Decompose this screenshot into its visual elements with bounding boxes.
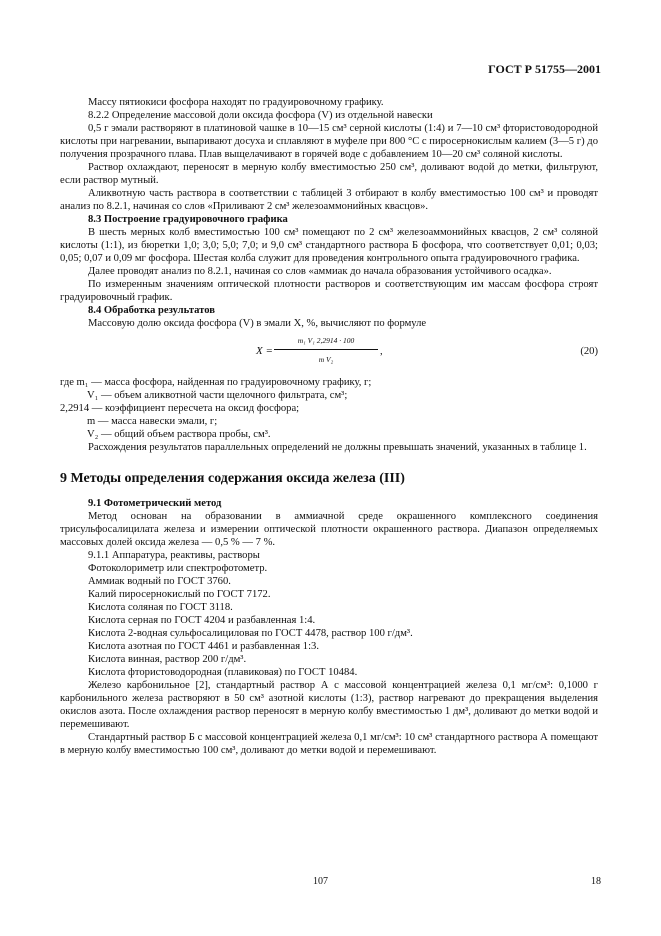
paragraph: 8.2.2 Определение массовой доли оксида фосфора (V) из отдельной навески: [88, 110, 433, 121]
formula-numerator: m₁ V₁ 2,2914 · 100: [274, 334, 378, 350]
paragraph: Массу пятиокиси фосфора находят по градуировочному графику.: [88, 97, 384, 108]
paragraph: Железо карбонильное [2], стандартный раствор А с массовой концентрацией железа 0,1 мг/см³: 0,1000 г карбонильного железа растворяют в 50 см³ азотной кислоты (1:3), раствор нагревают до прекращения выделения окислов азота. После охлаждения раствор переносят в мерную колбу вместимостью 1 дм³, доливают до метки водой и перемешивают.: [60, 680, 598, 730]
subsection-heading-8-3: 8.3 Построение градуировочного графика: [88, 214, 288, 225]
paragraph: Стандартный раствор Б с массовой концентрацией железа 0,1 мг/см³: 10 см³ стандартного раствора А помещают в мерную колбу вместимостью 100 см³, доливают до метки водой и перемешивают.: [60, 732, 598, 756]
list-item: Кислота серная по ГОСТ 4204 и разбавленная 1:4.: [88, 615, 316, 626]
legend-line: V₂ — общий объем раствора пробы, см³.: [87, 429, 271, 440]
page-number-right: 18: [591, 876, 601, 887]
document-header: ГОСТ Р 51755—2001: [488, 62, 601, 76]
list-item: Калий пиросернокислый по ГОСТ 7172.: [88, 589, 271, 600]
formula-fraction: [274, 334, 378, 366]
list-item: Фотоколориметр или спектрофотометр.: [88, 563, 268, 574]
list-item: Кислота фтористоводородная (плавиковая) по ГОСТ 10484.: [88, 667, 358, 678]
paragraph: 0,5 г эмали растворяют в платиновой чашке в 10—15 см³ серной кислоты (1:4) и 7—10 см³ фтористоводородной кислоты при нагревании, выпаривают досуха и сплавляют в муфеле при 800 °С с пиросернокислым калием (3—5 г) до получения прозрачного плава. Плав выщелачивают в горячей воде с добавлением 10—20 см³ соляной кислоты.: [60, 123, 598, 160]
paragraph: Расхождения результатов параллельных определений не должны превышать значений, указанных в таблице 1.: [88, 442, 587, 453]
legend-line: m — масса навески эмали, г;: [87, 416, 218, 427]
legend-line: V₁ — объем аликвотной части щелочного фильтрата, см³;: [87, 390, 348, 401]
subsection-heading-8-4: 8.4 Обработка результатов: [88, 305, 215, 316]
page-number-center: 107: [313, 876, 328, 887]
formula-lhs: X =: [256, 345, 273, 357]
document-body: [60, 96, 598, 757]
list-item: Кислота винная, раствор 200 г/дм³.: [88, 654, 247, 665]
legend-line: где m₁ — масса фосфора, найденная по градуировочному графику, г;: [60, 377, 372, 388]
list-item: Кислота соляная по ГОСТ 3118.: [88, 602, 233, 613]
list-item: Кислота азотная по ГОСТ 4461 и разбавленная 1:3.: [88, 641, 319, 652]
paragraph: Аликвотную часть раствора в соответствии с таблицей 3 отбирают в колбу вместимостью 100 см³ и проводят анализ по 8.2.1, начиная со слов «Приливают 2 см³ железоаммонийных квасцов».: [60, 188, 598, 212]
list-item: Кислота 2-водная сульфосалициловая по ГОСТ 4478, раствор 100 г/дм³.: [88, 628, 413, 639]
formula-comma: ,: [380, 346, 383, 357]
subsection-heading-9-1: 9.1 Фотометрический метод: [88, 498, 222, 509]
paragraph: По измеренным значениям оптической плотности растворов и соответствующим им массам фосфора строят градуировочный график.: [60, 279, 598, 303]
paragraph: Раствор охлаждают, переносят в мерную колбу вместимостью 250 см³, доливают водой до метки, фильтруют, если раствор мутный.: [60, 162, 598, 186]
list-item: Аммиак водный по ГОСТ 3760.: [88, 576, 231, 587]
formula-20: [60, 334, 598, 372]
legend-line: 2,2914 — коэффициент пересчета на оксид фосфора;: [60, 403, 300, 414]
paragraph: Далее проводят анализ по 8.2.1, начиная со слов «аммиак до начала образования устойчивого осадка».: [88, 266, 552, 277]
list-item: 9.1.1 Аппаратура, реактивы, растворы: [88, 550, 260, 561]
paragraph: Метод основан на образовании в аммиачной среде окрашенного комплексного соединения трисульфосалицилата железа и измерении оптической плотности окрашенного раствора. Диапазон определяемых массовых долей оксида железа — 0,5 % — 7 %.: [60, 511, 598, 548]
formula-number: (20): [580, 346, 598, 357]
paragraph: В шесть мерных колб вместимостью 100 см³ помещают по 2 см³ железоаммонийных квасцов, 2 см³ соляной кислоты (1:1), из бюретки 1,0; 3,0; 5,0; 7,0; и 9,0 см³ стандартного раствора Б фосфора, что соответствует 0,01; 0,03; 0,05; 0,07 и 0,09 мг фосфора. Шестая колба служит для проведения контрольного опыта градуировочного графика.: [60, 227, 598, 264]
section-heading-9: 9 Методы определения содержания оксида железа (III): [60, 471, 405, 486]
paragraph: Массовую долю оксида фосфора (V) в эмали X, %, вычисляют по формуле: [88, 318, 427, 329]
formula-denominator: m V₂: [318, 355, 334, 364]
